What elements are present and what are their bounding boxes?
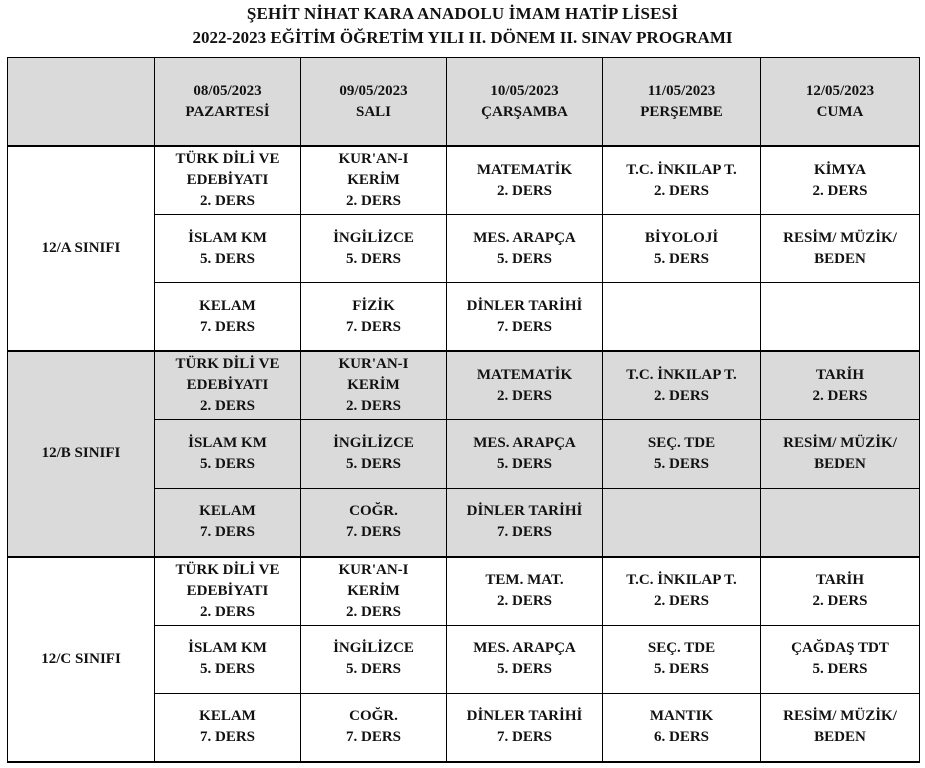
exam-cell [603,557,761,625]
exam-line: MES. ARAPÇA [473,434,576,451]
exam-cell [761,283,920,351]
exam-line: 5. DERS [199,455,255,472]
exam-line: DİNLER TARİHİ [466,503,583,520]
exam-line: T.C. İNKILAP T. [626,161,737,178]
exam-line: MES. ARAPÇA [473,229,576,246]
exam-line: 7. DERS [199,318,255,335]
exam-line: KERİM [347,377,400,394]
exam-cell [447,146,603,214]
exam-cell [603,488,761,556]
exam-cell [447,625,603,693]
exam-cell [447,557,603,625]
exam-cell [155,283,301,351]
exam-line: 2. DERS [345,398,401,415]
exam-cell [447,283,603,351]
exam-cell [155,557,301,625]
exam-line: 5. DERS [653,250,709,267]
day-date: 09/05/2023 [339,82,408,99]
exam-line: 2. DERS [345,603,401,620]
exam-cell [155,693,301,762]
exam-line: 5. DERS [199,661,255,678]
exam-line: EDEBİYATI [186,377,269,394]
exam-line: 2. DERS [496,387,552,404]
exam-line: BİYOLOJİ [644,229,719,246]
exam-cell [603,420,761,488]
exam-line: COĞR. [349,708,398,725]
exam-line: T.C. İNKILAP T. [626,366,737,383]
exam-line: KUR'AN-I [338,561,409,578]
exam-cell [761,557,920,625]
exam-line: KERİM [347,582,400,599]
exam-line: SEÇ. TDE [647,640,716,657]
exam-line: RESİM/ MÜZİK/ [783,434,897,451]
exam-cell [155,214,301,282]
exam-line: FİZİK [352,297,395,314]
exam-line: İSLAM KM [188,229,267,246]
class-label: 12/B SINIFI [8,351,155,556]
exam-line: 5. DERS [812,661,868,678]
exam-cell [447,351,603,419]
exam-line: 7. DERS [496,318,552,335]
exam-line: BEDEN [814,250,866,267]
exam-line: MATEMATİK [476,161,573,178]
exam-cell [603,283,761,351]
exam-line: 2. DERS [653,593,709,610]
exam-cell [761,693,920,762]
exam-line: KUR'AN-I [338,151,409,168]
exam-line: 5. DERS [345,455,401,472]
exam-cell [301,146,447,214]
exam-line: 5. DERS [496,250,552,267]
day-name: PAZARTESİ [185,103,270,120]
exam-line: EDEBİYATI [186,582,269,599]
exam-line: 2. DERS [345,193,401,210]
exam-cell [603,625,761,693]
exam-cell [447,488,603,556]
exam-line: TÜRK DİLİ VE [175,561,280,578]
day-header [761,58,920,147]
class-label: 12/C SINIFI [8,557,155,762]
exam-line: 5. DERS [345,661,401,678]
page-title: ŞEHİT NİHAT KARA ANADOLU İMAM HATİP LİSESİ [246,4,679,23]
exam-line: İNGİLİZCE [333,640,414,657]
day-header [301,58,447,147]
day-date: 11/05/2023 [647,82,716,99]
exam-cell [155,488,301,556]
class-label: 12/A SINIFI [8,146,155,351]
exam-line: 5. DERS [496,455,552,472]
day-name: ÇARŞAMBA [481,103,568,120]
exam-cell [155,625,301,693]
exam-line: 5. DERS [199,250,255,267]
exam-line: KİMYA [814,161,866,178]
exam-cell [301,214,447,282]
exam-cell [761,488,920,556]
exam-line: DİNLER TARİHİ [466,297,583,314]
exam-line: RESİM/ MÜZİK/ [783,229,897,246]
exam-line: İNGİLİZCE [333,229,414,246]
exam-cell [761,351,920,419]
exam-cell [761,214,920,282]
day-header [155,58,301,147]
exam-cell [301,557,447,625]
exam-line: TEM. MAT. [485,572,564,589]
table-row [8,146,920,214]
exam-line: MATEMATİK [476,366,573,383]
exam-line: 2. DERS [812,182,868,199]
exam-line: 2. DERS [653,182,709,199]
exam-line: 5. DERS [653,661,709,678]
exam-line: EDEBİYATI [186,172,269,189]
exam-line: İSLAM KM [188,640,267,657]
exam-cell [761,625,920,693]
table-row [8,351,920,419]
exam-line: 2. DERS [812,387,868,404]
exam-line: BEDEN [814,455,866,472]
exam-line: İNGİLİZCE [333,434,414,451]
exam-line: KUR'AN-I [338,356,409,373]
exam-cell [301,693,447,762]
day-date: 12/05/2023 [805,82,875,99]
exam-line: MES. ARAPÇA [473,640,576,657]
exam-line: TARİH [815,366,865,383]
exam-cell [603,214,761,282]
exam-line: ÇAĞDAŞ TDT [791,640,889,657]
exam-line: 5. DERS [653,455,709,472]
exam-line: 7. DERS [199,524,255,541]
day-name: SALI [355,103,392,120]
exam-line: TÜRK DİLİ VE [175,356,280,373]
exam-line: DİNLER TARİHİ [466,708,583,725]
exam-line: 2. DERS [199,398,255,415]
exam-line: RESİM/ MÜZİK/ [783,708,897,725]
exam-line: 5. DERS [345,250,401,267]
exam-cell [447,420,603,488]
exam-cell [603,146,761,214]
exam-cell [761,146,920,214]
exam-line: 7. DERS [496,729,552,746]
exam-line: 5. DERS [496,661,552,678]
day-name: CUMA [816,103,864,120]
exam-cell [761,420,920,488]
exam-line: 2. DERS [812,593,868,610]
exam-cell [301,488,447,556]
table-row [8,557,920,625]
day-header [447,58,603,147]
exam-line: MANTIK [649,708,714,725]
exam-cell [301,283,447,351]
exam-line: KELAM [199,503,256,520]
exam-line: 7. DERS [199,729,255,746]
day-date: 08/05/2023 [193,82,262,99]
exam-line: TARİH [815,572,865,589]
exam-line: 7. DERS [496,524,552,541]
exam-line: KERİM [347,172,400,189]
exam-line: 2. DERS [653,387,709,404]
day-date: 10/05/2023 [490,82,559,99]
page-subtitle: 2022-2023 EĞİTİM ÖĞRETİM YILI II. DÖNEM II. SINAV PROGRAMI [192,28,733,47]
exam-line: KELAM [199,708,256,725]
exam-cell [301,625,447,693]
exam-line: İSLAM KM [188,434,267,451]
exam-schedule-table [7,57,920,763]
day-header [603,58,761,147]
exam-line: 6. DERS [653,729,709,746]
exam-cell [155,420,301,488]
exam-line: 2. DERS [496,593,552,610]
exam-cell [155,146,301,214]
exam-line: SEÇ. TDE [647,434,716,451]
exam-cell [447,693,603,762]
corner-cell [8,58,155,147]
exam-line: T.C. İNKILAP T. [626,572,737,589]
exam-line: 2. DERS [199,603,255,620]
exam-line: KELAM [199,297,256,314]
exam-cell [603,693,761,762]
exam-line: 2. DERS [496,182,552,199]
exam-cell [155,351,301,419]
exam-cell [603,351,761,419]
exam-line: COĞR. [349,503,398,520]
exam-cell [447,214,603,282]
exam-line: 7. DERS [345,318,401,335]
exam-line: 7. DERS [345,729,401,746]
exam-line: 7. DERS [345,524,401,541]
exam-line: TÜRK DİLİ VE [175,151,280,168]
header-row [8,58,920,147]
exam-line: 2. DERS [199,193,255,210]
exam-line: BEDEN [814,729,866,746]
exam-cell [301,351,447,419]
exam-cell [301,420,447,488]
day-name: PERŞEMBE [640,103,723,120]
